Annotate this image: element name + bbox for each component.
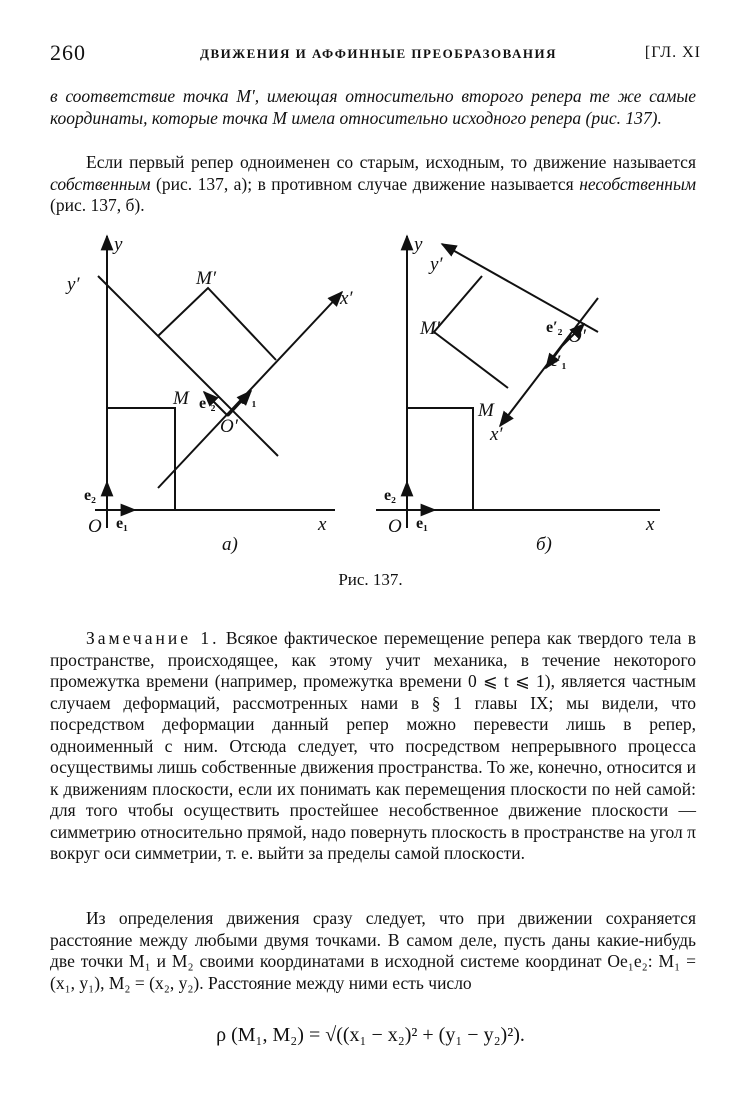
page-number: 260 xyxy=(50,40,86,65)
diagram-b-y-prime-label: y′ xyxy=(430,254,443,275)
diagram-b-e2-label: e₂ xyxy=(384,487,396,504)
diagram-b-e1-label: e₁ xyxy=(416,515,428,532)
diagram-a-m-label: M xyxy=(173,388,189,409)
diagram-b-y-label: y xyxy=(414,234,423,255)
paragraph-definition-part2: (рис. 137, а); в противном случае движение называется xyxy=(150,173,580,194)
diagram-a-o-prime-label: O′ xyxy=(220,416,238,437)
diagram-b-square-m-prime xyxy=(434,276,508,388)
remark-heading: Замечание 1. xyxy=(86,628,220,648)
distance-formula: ρ (M₁, M₂) = √((x₁ − x₂)² + (y₁ − y₂)²). xyxy=(216,1024,525,1046)
diagram-a-e2-label: e₂ xyxy=(84,487,96,504)
diagram-a-y-prime-axis xyxy=(98,276,278,456)
diagram-b-x-prime-axis xyxy=(500,298,598,426)
paragraph-distance: Из определения движения сразу следует, что при движении сохраняется расстояние между любыми двумя точками. В самом деле, пусть даны какие-нибудь две точки M₁ и M₂ своими координатами в исходной системе координат Oe₁e₂: M₁ = (x₁, y₁), M₂ = (x₂, y₂). Расстояние между ними есть число xyxy=(50,908,696,993)
diagram-b xyxy=(376,236,660,528)
page-header xyxy=(50,40,701,64)
diagram-a-y-label: y xyxy=(114,234,123,255)
diagram-b-m-label: M xyxy=(478,400,494,421)
diagram-a-square-m xyxy=(107,408,175,510)
diagram-a-e2-prime-label: e′₂ xyxy=(199,395,216,412)
remark-paragraph xyxy=(50,628,696,865)
diagram-a-labels xyxy=(65,234,353,555)
paragraph-definition-part1: Если первый репер одноименен со старым, исходным, то движение называется xyxy=(86,152,696,172)
diagram-a-square-m-prime xyxy=(158,288,276,360)
diagram-b-m-prime-label: M′ xyxy=(420,318,440,339)
paragraph-continuation: в соответствие точка M′, имеющая относительно второго репера те же самые координаты, которые точка M имела относительно исходного репера (рис. 137). xyxy=(50,86,696,128)
diagram-a-x-prime-label: x′ xyxy=(340,288,353,309)
diagram-b-labels xyxy=(384,234,655,555)
diagram-a-e1-prime-label: e′₁ xyxy=(240,391,257,408)
diagram-a xyxy=(95,236,342,528)
diagram-a-y-prime-label: y′ xyxy=(67,274,80,295)
diagram-b-o-prime-label: O′ xyxy=(568,326,586,347)
term-proper: собственным xyxy=(50,173,151,194)
diagram-a-caption-label: а) xyxy=(222,534,238,555)
diagram-b-x-prime-label: x′ xyxy=(490,424,503,445)
paragraph-definition-part3: (рис. 137, б). xyxy=(50,195,145,215)
diagram-b-e1-prime-label: e′₁ xyxy=(550,353,567,370)
diagram-b-e2-prime-label: e′₂ xyxy=(546,319,563,336)
diagram-b-origin-label: O xyxy=(388,516,402,537)
figure-137 xyxy=(50,228,710,598)
paragraph-definition xyxy=(50,152,696,217)
diagram-a-origin-label: O xyxy=(88,516,102,537)
figure-caption: Рис. 137. xyxy=(338,570,403,589)
remark-body: Всякое фактическое перемещение репера как твердого тела в пространстве, происходящее, как этому учит механика, в течение некоторого промежутка времени (например, промежутка времени 0 ⩽ t ⩽ 1), является частным случаем деформаций, рассмотренных нами в § 1 главы IX; мы видели, что посредством деформации данный репер можно перевести лишь в репер, одноименный с ним. Отсюда следует, что посредством непрерывного процесса осуществимы лишь собственные движения пространства. То же, конечно, относится и к движениям плоскости, если их понимать как перемещения плоскости по ней самой: для того чтобы осуществить простейшее несобственное движение плоскости — симметрию относительно прямой, надо повернуть плоскость в пространстве на угол π вокруг оси симметрии, т. е. выйти за пределы самой плоскости. xyxy=(50,628,696,863)
chapter-reference: [ГЛ. XI xyxy=(644,44,701,61)
running-title: ДВИЖЕНИЯ И АФФИННЫЕ ПРЕОБРАЗОВАНИЯ xyxy=(200,46,557,61)
term-improper: несобственным xyxy=(579,173,696,194)
diagram-b-x-label: x xyxy=(646,514,655,535)
diagram-a-x-label: x xyxy=(318,514,327,535)
diagram-b-caption-label: б) xyxy=(536,534,552,555)
diagram-a-m-prime-label: M′ xyxy=(196,268,216,289)
figure-diagrams xyxy=(50,228,710,568)
diagram-a-e1-label: e₁ xyxy=(116,515,128,532)
diagram-b-square-m xyxy=(407,408,473,510)
diagram-b-y-prime-axis xyxy=(442,244,598,332)
